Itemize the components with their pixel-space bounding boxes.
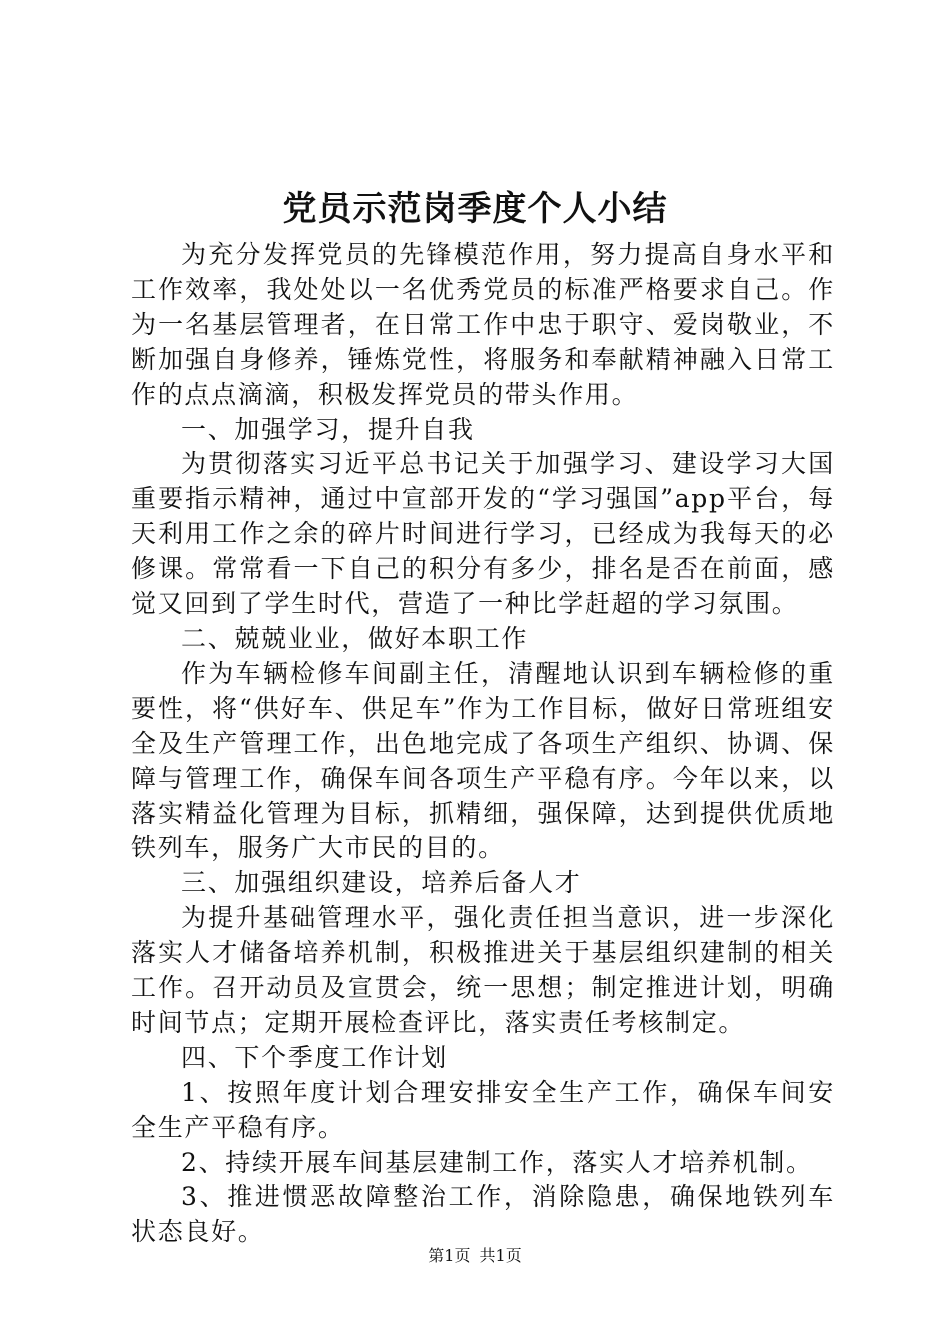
section-2-paragraph: 作为车辆检修车间副主任，清醒地认识到车辆检修的重要性，将“供好车、供足车”作为工作目标，做好日常班组安全及生产管理工作，出色地完成了各项生产组织、协调、保障与管理工作，确保车间各项生产平稳有序。今年以来，以落实精益化管理为目标，抓精细，强保障，达到提供优质地铁列车，服务广大市民的目的。 <box>131 658 835 863</box>
section-1-paragraph: 为贯彻落实习近平总书记关于加强学习、建设学习大国重要指示精神，通过中宣部开发的“学习强国”app平台，每天利用工作之余的碎片时间进行学习，已经成为我每天的必修课。常常看一下自己的积分有多少，排名是否在前面，感觉又回到了学生时代，营造了一种比学赶超的学习氛围。 <box>131 449 835 619</box>
page-number: 第1页 <box>428 1246 471 1265</box>
page-footer <box>0 1245 950 1267</box>
plan-item-2: 2、持续开展车间基层建制工作，落实人才培养机制。 <box>181 1147 813 1177</box>
plan-item-1: 1、按照年度计划合理安排安全生产工作，确保车间安全生产平稳有序。 <box>131 1077 835 1142</box>
section-heading-4: 四、下个季度工作计划 <box>181 1042 449 1072</box>
section-heading-3: 三、加强组织建设，培养后备人才 <box>181 868 582 898</box>
section-3-paragraph: 为提升基础管理水平，强化责任担当意识，进一步深化落实人才储备培养机制，积极推进关于基层组织建制的相关工作。召开动员及宣贯会，统一思想；制定推进计划，明确时间节点；定期开展检查评比，落实责任考核制定。 <box>131 903 835 1037</box>
section-heading-2: 二、兢兢业业，做好本职工作 <box>181 623 529 653</box>
plan-item-3: 3、推进惯恶故障整治工作，消除隐患，确保地铁列车状态良好。 <box>131 1182 835 1247</box>
page-total: 共1页 <box>479 1246 522 1265</box>
document-title: 党员示范岗季度个人小结 <box>282 189 668 229</box>
document-body <box>131 238 835 1250</box>
section-heading-1: 一、加强学习，提升自我 <box>181 414 475 444</box>
intro-paragraph: 为充分发挥党员的先锋模范作用，努力提高自身水平和工作效率，我处处以一名优秀党员的标准严格要求自己。作为一名基层管理者，在日常工作中忠于职守、爱岗敬业，不断加强自身修养，锤炼党性，将服务和奉献精神融入日常工作的点点滴滴，积极发挥党员的带头作用。 <box>131 240 835 409</box>
